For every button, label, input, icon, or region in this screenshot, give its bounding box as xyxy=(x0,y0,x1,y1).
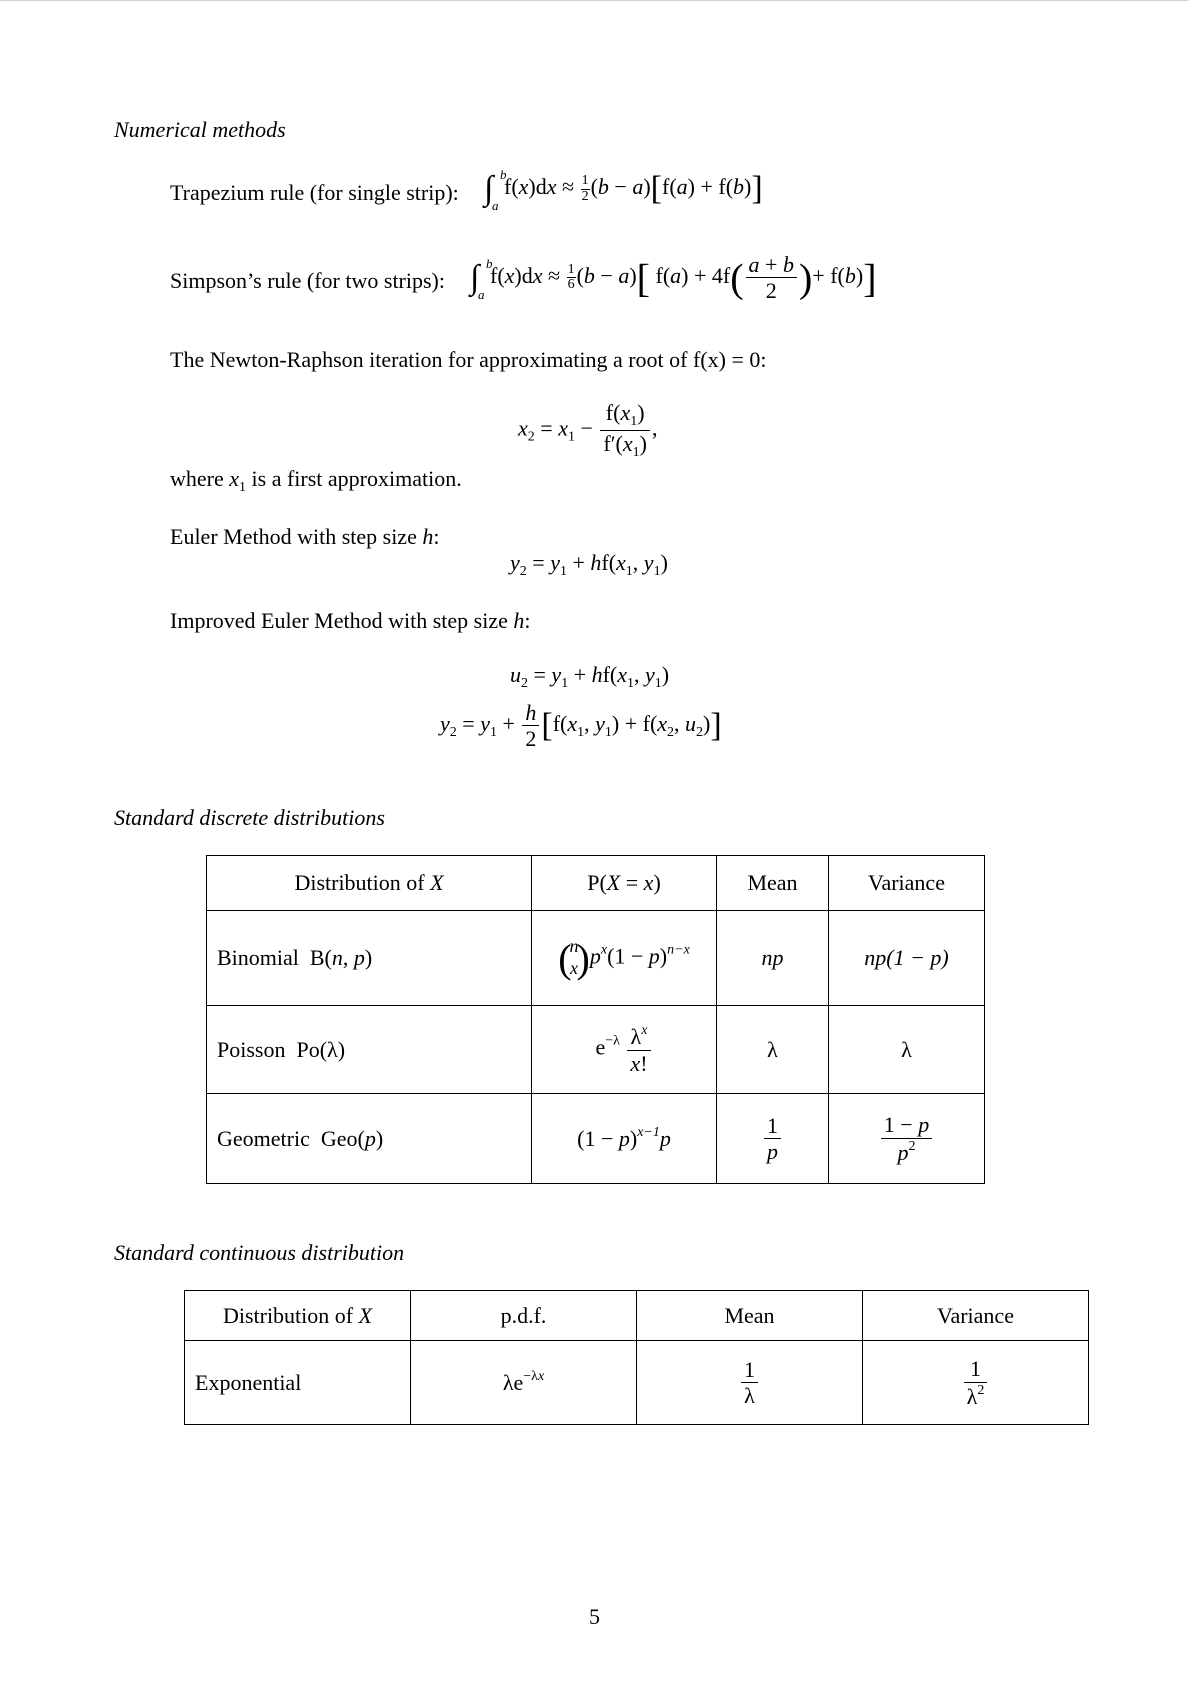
improved-euler-corrector: $y_2 = y_1$ + $\frac{h}{2}$ [$f(x_1$, $y_1) + f(x_2$, $u_2$)] xyxy=(440,700,722,752)
exponential-name: Exponential xyxy=(185,1341,411,1425)
geometric-pmf: $(1 - p)^{x-1}p$ xyxy=(532,1094,717,1184)
euler-formula: $y_2 = y_1 + hf(x_1$, $y_1$) xyxy=(510,550,668,579)
newton-raphson-formula: $x_2 = x_1$ − $\frac{f(x_1)}{f'(x_1)}$ , xyxy=(518,400,658,461)
header-variance: Variance xyxy=(863,1291,1089,1341)
page-number: 5 xyxy=(589,1604,600,1629)
poisson-variance: λ xyxy=(829,1006,985,1094)
first-approximation-note: where $x_1$ is a first approximation. xyxy=(170,466,462,495)
table-row xyxy=(207,1006,985,1094)
continuous-distribution-table xyxy=(184,1290,1089,1425)
binomial-pmf: (n $x)p^x(1 - p)^{n-x}$ xyxy=(532,911,717,1006)
header-variance: Variance xyxy=(829,856,985,911)
exponential-mean: $\frac{1}{\lambda}$ xyxy=(637,1341,863,1425)
section-heading-continuous: Standard continuous distribution xyxy=(114,1240,405,1265)
table-row xyxy=(185,1341,1089,1425)
geometric-variance: $\frac{1 - p}{p^2}$ xyxy=(829,1094,985,1184)
header-probability: P(X = x) xyxy=(532,856,717,911)
improved-euler-label: Improved Euler Method with step size h: xyxy=(170,608,531,633)
table-row xyxy=(207,1094,985,1184)
geometric-name: Geometric Geo(p) xyxy=(207,1094,532,1184)
table-header-row xyxy=(207,856,985,911)
simpson-formula: ∫ b a f(x)dx ≈ $\frac{1}{6}$ (b − a)[ f(a) + 4f( $\frac{a + b}{2}$ )+ f(b)] xyxy=(470,252,877,304)
table-header-row xyxy=(185,1291,1089,1341)
exponential-pdf: $\lambda e^{-\lambda x}$ xyxy=(411,1341,637,1425)
euler-label: Euler Method with step size h: xyxy=(170,524,440,549)
binomial-name: Binomial B(n, p) xyxy=(207,911,532,1006)
trapezium-label: Trapezium rule (for single strip): xyxy=(170,180,459,205)
header-mean: Mean xyxy=(637,1291,863,1341)
simpson-label: Simpson’s rule (for two strips): xyxy=(170,268,445,293)
geometric-mean: $\frac{1}{p}$ xyxy=(717,1094,829,1184)
binomial-variance: np(1 − p) xyxy=(829,911,985,1006)
improved-euler-predictor: $u_2 = y_1 + hf(x_1$, $y_1$) xyxy=(510,662,670,691)
header-distribution: Distribution of X xyxy=(207,856,532,911)
newton-raphson-intro: The Newton-Raphson iteration for approximating a root of f(x) = 0: xyxy=(170,347,767,372)
poisson-name: Poisson Po(λ) xyxy=(207,1006,532,1094)
header-pdf: p.d.f. xyxy=(411,1291,637,1341)
section-heading-numerical: Numerical methods xyxy=(114,117,286,142)
table-row xyxy=(207,911,985,1006)
section-heading-discrete: Standard discrete distributions xyxy=(114,805,385,830)
page-top-border xyxy=(0,0,1188,1)
discrete-distributions-table xyxy=(206,855,985,1184)
exponential-variance: $\frac{1}{\lambda^2}$ xyxy=(863,1341,1089,1425)
poisson-mean: λ xyxy=(717,1006,829,1094)
header-mean: Mean xyxy=(717,856,829,911)
trapezium-formula: ∫ b a f(x)dx ≈ $\frac{1}{2}$ (b − a)[f(a) + f(b)] xyxy=(484,167,763,213)
poisson-pmf: $e^{-\lambda}$ $\frac{\lambda^x}{x!}$ xyxy=(532,1006,717,1094)
binomial-mean: np xyxy=(717,911,829,1006)
header-distribution: Distribution of X xyxy=(185,1291,411,1341)
